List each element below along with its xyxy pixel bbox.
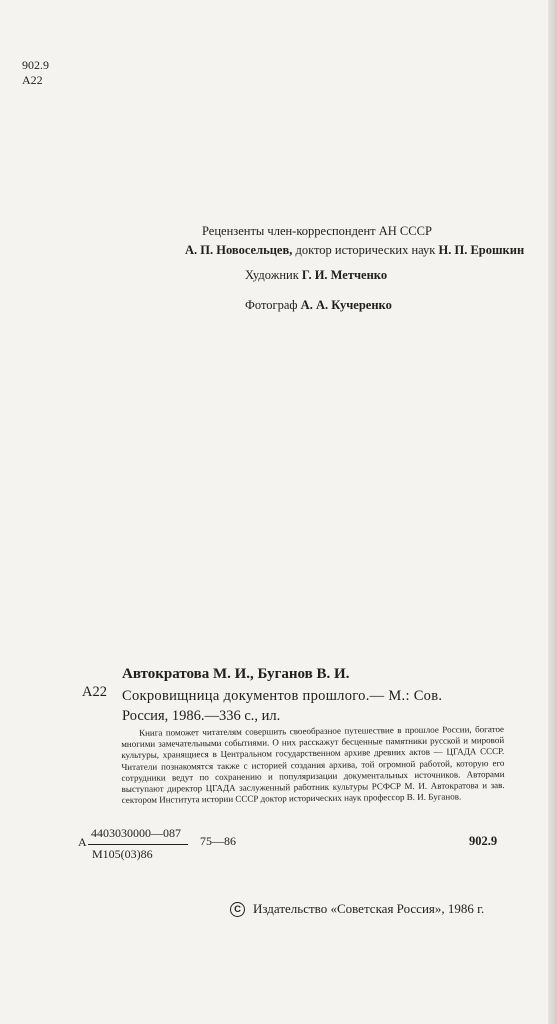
catalog-title	[122, 686, 442, 726]
catalog-title-line2: Россия, 1986.—336 с., ил.	[122, 708, 281, 724]
reviewers-line1: Рецензенты член-корреспондент АН СССР	[202, 224, 432, 238]
reviewer-name-2: Н. П. Ерошкин	[438, 243, 525, 257]
catalog-code: А22	[82, 684, 107, 700]
catalog-authors: Автократова М. И., Буганов В. И.	[122, 666, 350, 682]
photographer-credit	[245, 298, 392, 313]
reviewers-line2	[185, 241, 524, 260]
copyright-line	[230, 901, 484, 917]
book-code-series: 75—86	[200, 834, 236, 848]
artist-role: Художник	[245, 268, 302, 282]
artist-name: Г. И. Метченко	[301, 268, 388, 282]
classmark-author-code: A22	[22, 73, 43, 87]
reviewer-title: доктор исторических наук	[292, 243, 439, 257]
bbk-index: 902.9	[469, 834, 498, 848]
classification-mark	[22, 58, 49, 88]
classmark-bbk: 902.9	[22, 58, 49, 72]
reviewers-block	[185, 222, 524, 260]
copyright-text: Издательство «Советская Россия», 1986 г.	[253, 901, 485, 916]
book-annotation	[121, 724, 505, 806]
photographer-role: Фотограф	[245, 298, 301, 312]
fraction-bar	[88, 844, 188, 845]
catalog-title-line1: Сокровищница документов прошлого.— М.: Сов.	[122, 688, 443, 704]
reviewer-name-1: А. П. Новосельцев,	[185, 243, 293, 257]
artist-credit	[245, 268, 387, 283]
book-code-denominator: М105(03)86	[92, 847, 153, 861]
book-code-letter: А	[78, 835, 87, 849]
copyright-icon: C	[230, 902, 245, 917]
annotation-text: Книга поможет читателям совершить своеобразное путешествие в прошлое России, богатое многими замечательными событиями. О них расскажут бесценные памятники русской и мировой культуры, хранящиеся в Центральном государственном архиве древних актов — ЦГАДА СССР. Читатели познакомятся также с историей создания архива, той огромной работой, которую его сотрудники ведут по сохранению и популяризации документальных источников. Авторами выступают директор ЦГАДА заслуженный работник культуры РСФСР М. И. Автократова и зав. сектором Института истории СССР доктор исторических наук профессор В. И. Буганов.	[121, 723, 505, 806]
book-code-numerator: 4403030000—087	[91, 826, 181, 840]
photographer-name: А. А. Кучеренко	[300, 298, 392, 312]
page-edge	[548, 0, 557, 1024]
